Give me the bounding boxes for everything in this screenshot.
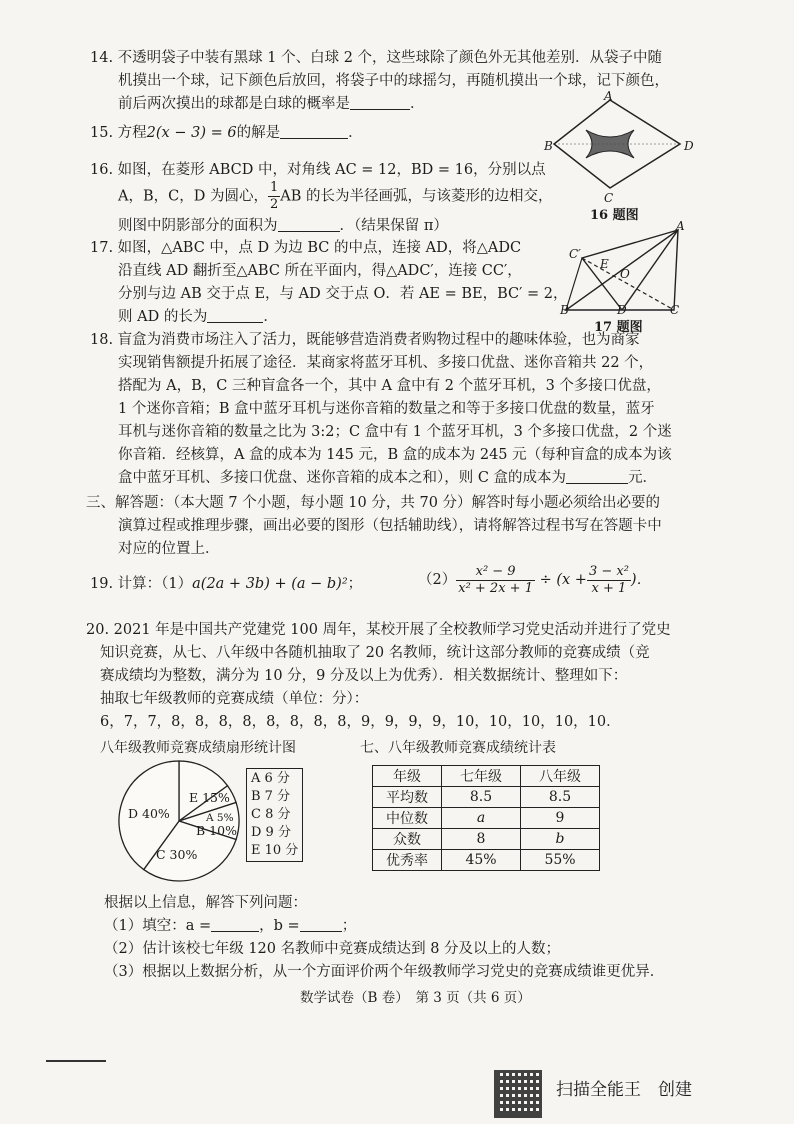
q19-separator: ；: [347, 576, 363, 592]
legend-item: B 7 分: [251, 789, 291, 804]
q16-frac-num: 1: [269, 180, 279, 195]
legend-item: D 9 分: [251, 825, 291, 840]
legend-item: A 6 分: [251, 771, 290, 786]
q17-line4: [118, 307, 278, 327]
q16-line3: [118, 216, 448, 236]
fig16-caption: 16 题图: [590, 208, 639, 223]
q20-q1-end: ；: [341, 918, 357, 934]
q18-line6: 你音箱．经核算，A 盒的成本为 145 元，B 盒的成本为 245 元（每种盲盒的成本为该: [118, 447, 672, 463]
q20-subq1: [104, 916, 356, 936]
fig16-label-d: D: [684, 139, 694, 153]
pie-label-c: C 30%: [156, 847, 198, 862]
q16-text2: AB 的长为半径画弧，与该菱形的边相交，: [280, 188, 553, 205]
q16-frac-den: 2: [269, 197, 279, 212]
q19-label: 19. 计算：（1）: [90, 576, 193, 592]
answer-a-blank[interactable]: [211, 916, 259, 932]
q15-equation: 2(x − 3) = 6: [146, 125, 237, 141]
q18-answer-blank[interactable]: [566, 468, 628, 484]
q18-line3: 搭配为 A，B，C 三种盲盒各一个，其中 A 盒中有 2 个蓝牙耳机，3 个多接口优盘，: [118, 378, 661, 394]
q18-line2: 实现销售额提升拓展了途径．某商家将蓝牙耳机、多接口优盘、迷你音箱共 22 个，: [118, 355, 654, 371]
q15: [90, 123, 363, 143]
table-cell: 众数: [373, 829, 442, 850]
qr-code: [494, 1070, 542, 1118]
q19-frac1-den: x² + 2x + 1: [458, 580, 533, 596]
section3-line3: 对应的位置上．: [118, 541, 220, 557]
table-cell: 七年级: [442, 766, 521, 787]
fig16-label-c: C: [604, 191, 614, 205]
fig17-label-c: C: [670, 303, 680, 317]
table-cell: 优秀率: [373, 850, 442, 871]
table-row: [373, 808, 600, 829]
q20-q1-text: （1）填空：a =: [104, 918, 212, 934]
stats-table: [372, 765, 600, 871]
fig17-label-b: B: [560, 303, 569, 317]
fig17-label-a: A: [676, 219, 685, 233]
q20-subq2: （2）估计该校七年级 120 名教师中竞赛成绩达到 8 分及以上的人数；: [104, 941, 561, 957]
pie-legend: [246, 768, 303, 862]
q19-paren-close: )．: [630, 572, 652, 588]
q20-subq3: （3）根据以上数据分析，从一个方面评价两个年级教师学习党史的竞赛成绩谁更优异．: [104, 964, 665, 980]
pie-chart-title: 八年级教师竞赛成绩扇形统计图: [100, 740, 296, 756]
q17-answer-blank[interactable]: [207, 307, 263, 323]
q20-q1-text2: ，b =: [259, 918, 300, 934]
table-cell: 八年级: [521, 766, 600, 787]
table-cell: a: [442, 808, 521, 829]
fig17-label-c-prime: C′: [569, 247, 581, 261]
table-cell: 45%: [442, 850, 521, 871]
q16-answer-blank[interactable]: [278, 216, 340, 232]
q16-text3: 则图中阴影部分的面积为: [118, 218, 278, 234]
table-cell: 55%: [521, 850, 600, 871]
q20-intro: 根据以上信息，解答下列问题：: [104, 895, 307, 911]
q19-frac2-den: x + 1: [591, 580, 627, 596]
q17-period: ．: [263, 309, 278, 325]
q14-text: 前后两次摸出的球都是白球的概率是: [118, 96, 350, 112]
section3-line2: 演算过程或推理步骤，画出必要的图形（包括辅助线），请将解答过程书写在答题卡中: [118, 518, 662, 534]
q14-line2: 机摸出一个球，记下颜色后放回，将袋子中的球摇匀，再随机摸出一个球，记下颜色，: [118, 73, 669, 89]
q17-line1: 17. 如图，△ABC 中，点 D 为边 BC 的中点，连接 AD，将△ADC: [90, 240, 522, 256]
q20-line2: 知识竞赛，从七、八年级中各随机抽取了 20 名教师，统计这部分教师的竞赛成绩（竞: [100, 645, 650, 661]
table-cell: 年级: [373, 766, 442, 787]
q18-line7: [118, 468, 657, 488]
page-footer: 数学试卷（B 卷） 第 3 页（共 6 页）: [300, 990, 531, 1006]
q19-paren-open: (x +: [556, 572, 587, 588]
pie-label-b: B 10%: [196, 823, 237, 838]
q19-fraction1: [456, 564, 535, 597]
fig17-caption: 17 题图: [594, 320, 643, 335]
q19-expression1: a(2a + 3b) + (a − b)²: [192, 576, 348, 592]
stats-table-title: 七、八年级教师竞赛成绩统计表: [360, 740, 556, 756]
table-row: [373, 829, 600, 850]
table-header-row: [373, 766, 600, 787]
q16-text: A，B，C，D 为圆心，: [118, 188, 268, 205]
table-cell: 8.5: [442, 787, 521, 808]
q17-line2: 沿直线 AD 翻折至△ABC 所在平面内，得△ADC′，连接 CC′，: [118, 263, 522, 279]
q14-line3: [118, 94, 425, 114]
q17-line3: 分别与边 AB 交于点 E，与 AD 交于点 O．若 AE = BE，BC′ = 2，: [118, 286, 568, 302]
q18-text: 盒中蓝牙耳机、多接口优盘、迷你音箱的成本之和），则 C 盒的成本为: [118, 470, 567, 486]
q19-frac2-num: 3 − x²: [588, 563, 629, 579]
q14-period: ．: [410, 96, 425, 112]
q19-part2: [418, 561, 651, 599]
q20-line5: 6，7，7，8，8，8，8，8，8，8，8，9，9，9，9，10，10，10，10，10．: [100, 714, 621, 730]
q20-line4: 抽取七年级教师的竞赛成绩（单位：分）：: [100, 691, 369, 707]
q19-label2: （2）: [418, 572, 457, 588]
q19: [90, 565, 362, 603]
q19-fraction2: [587, 564, 631, 597]
q18-line5: 耳机与迷你音箱的数量之比为 3:2；C 盒中有 1 个蓝牙耳机，3 个多接口优盘，2 个迷: [118, 424, 672, 440]
scan-edge-mark: [46, 1060, 106, 1062]
legend-item: E 10 分: [251, 843, 299, 858]
fig17-label-o: O: [620, 267, 630, 281]
pie-label-a: A 5%: [206, 812, 234, 824]
table-cell: 中位数: [373, 808, 442, 829]
fig16-rhombus-diagram: [542, 88, 692, 222]
q14-line1: 14. 不透明袋子中装有黑球 1 个、白球 2 个，这些球除了颜色外无其他差别．从袋子中随: [90, 50, 663, 66]
pie-label-d: D 40%: [128, 806, 170, 821]
q19-divide: ÷: [539, 572, 552, 588]
table-cell: 9: [521, 808, 600, 829]
fig16-label-b: B: [544, 139, 553, 153]
table-cell: 8.5: [521, 787, 600, 808]
q15-text: 15. 方程: [90, 125, 147, 141]
q19-frac1-num: x² − 9: [456, 564, 535, 581]
pie-label-e: E 15%: [189, 790, 230, 805]
q20-line3: 赛成绩均为整数，满分为 10 分，9 分及以上为优秀）．相关数据统计、整理如下：: [100, 668, 628, 684]
q16-line2: [118, 180, 553, 213]
q18-line4: 1 个迷你音箱；B 盒中蓝牙耳机与迷你音箱的数量之和等于多接口优盘的数量，蓝牙: [118, 401, 655, 417]
q20-line1: 20. 2021 年是中国共产党建党 100 周年，某校开展了全校教师学习党史活动并进行了党史: [86, 622, 671, 638]
q18-unit: 元．: [628, 470, 658, 486]
table-cell: 平均数: [373, 787, 442, 808]
table-cell: b: [521, 829, 600, 850]
table-row: [373, 850, 600, 871]
section3-line1: 三、解答题：（本大题 7 个小题，每小题 10 分，共 70 分）解答时每小题必须给出必要的: [86, 495, 661, 511]
answer-b-blank[interactable]: [300, 916, 342, 932]
q15-period: ．: [348, 125, 363, 141]
q16-line1: 16. 如图，在菱形 ABCD 中，对角线 AC = 12，BD = 16，分别以点: [90, 162, 546, 178]
q15-text2: 的解是: [236, 125, 281, 141]
q14-answer-blank[interactable]: [350, 94, 410, 110]
q15-answer-blank[interactable]: [280, 123, 348, 139]
q17-text: 则 AD 的长为: [118, 309, 208, 325]
legend-item: C 8 分: [251, 807, 291, 822]
table-row: [373, 787, 600, 808]
scanner-watermark: 扫描全能王 创建: [556, 1080, 692, 1100]
fig17-label-e: E: [600, 257, 609, 271]
table-cell: 8: [442, 829, 521, 850]
fig17-label-d: D: [617, 303, 627, 317]
q16-text4: ．（结果保留 π）: [339, 218, 448, 234]
fig16-label-a: A: [604, 89, 613, 103]
q16-fraction: [268, 180, 280, 213]
q18-line1: 18. 盲盒为消费市场注入了活力，既能够营造消费者购物过程中的趣味体验，也为商家: [90, 332, 640, 348]
